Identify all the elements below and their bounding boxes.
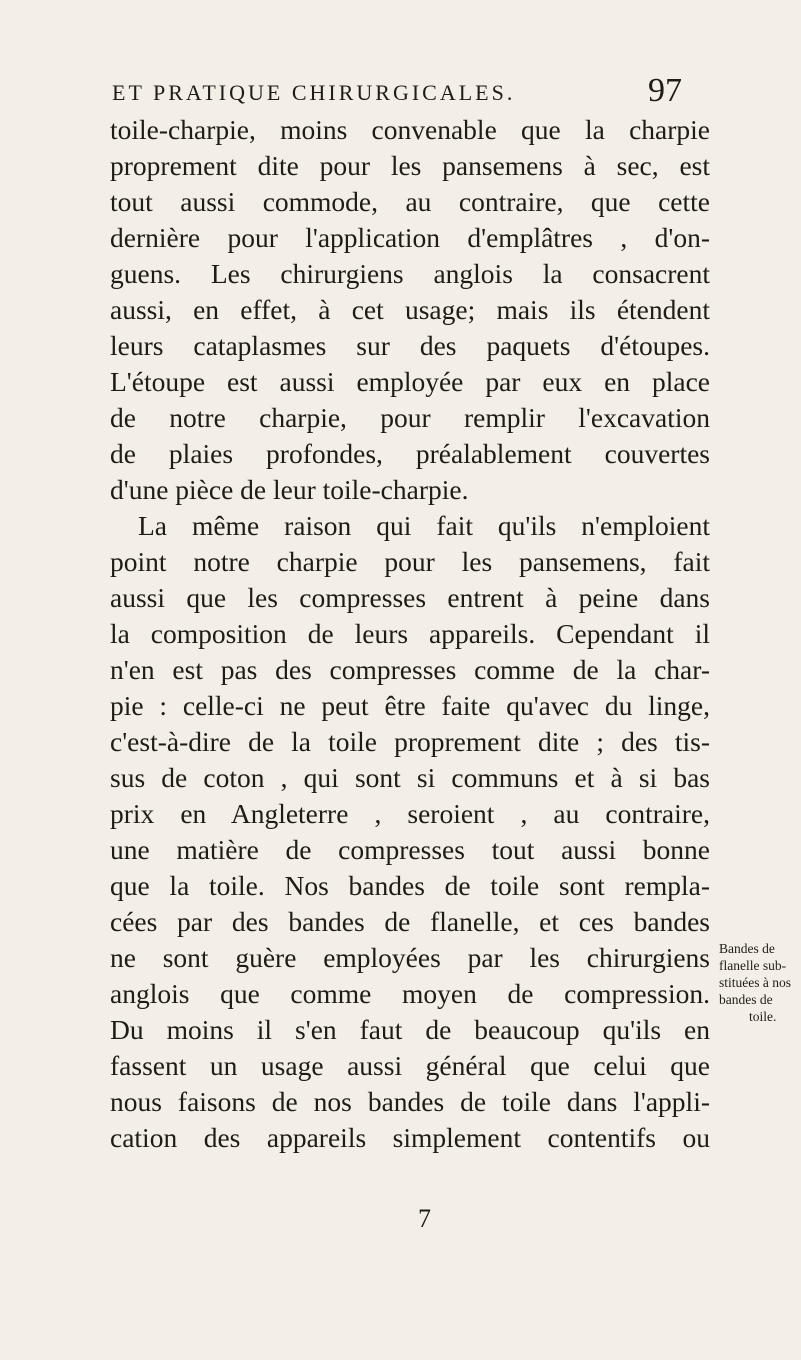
text-line: toile-charpie, moins convenable que la charpie bbox=[110, 114, 710, 145]
text-line: de notre charpie, pour remplir l'excavation bbox=[110, 402, 710, 433]
text-line: tout aussi commode, au contraire, que cette bbox=[110, 186, 710, 217]
text-line: c'est-à-dire de la toile proprement dite ; des tis- bbox=[110, 726, 710, 757]
text-line: nous faisons de nos bandes de toile dans l'appli- bbox=[110, 1086, 710, 1117]
signature-mark: 7 bbox=[418, 1204, 431, 1233]
margin-note-line: stituées à nos bbox=[719, 975, 791, 990]
running-head bbox=[112, 72, 682, 112]
text-line: leurs cataplasmes sur des paquets d'étoupes. bbox=[110, 330, 710, 361]
body-text bbox=[110, 112, 710, 1156]
margin-note bbox=[719, 940, 797, 1025]
text-line: cation des appareils simplement contentifs ou bbox=[110, 1122, 710, 1153]
text-line: aussi que les compresses entrent à peine dans bbox=[110, 582, 710, 613]
text-line: sus de coton , qui sont si communs et à si bas bbox=[110, 762, 710, 793]
text-line: cées par des bandes de flanelle, et ces bandes bbox=[110, 906, 710, 937]
text-line: proprement dite pour les pansemens à sec, est bbox=[110, 150, 710, 181]
text-line: d'une pièce de leur toile-charpie. bbox=[110, 474, 469, 505]
text-line: n'en est pas des compresses comme de la char- bbox=[110, 654, 710, 685]
text-line: dernière pour l'application d'emplâtres , d'on- bbox=[110, 222, 710, 253]
text-line: prix en Angleterre , seroient , au contraire, bbox=[110, 798, 710, 829]
page-number: 97 bbox=[648, 72, 682, 109]
margin-note-line: flanelle sub- bbox=[719, 958, 787, 973]
text-line: que la toile. Nos bandes de toile sont rempla- bbox=[110, 870, 710, 901]
text-line: point notre charpie pour les pansemens, fait bbox=[110, 546, 710, 577]
text-line: aussi, en effet, à cet usage; mais ils étendent bbox=[110, 294, 710, 325]
text-line: pie : celle-ci ne peut être faite qu'avec du linge, bbox=[110, 690, 710, 721]
text-line: guens. Les chirurgiens anglois la consacrent bbox=[110, 258, 710, 289]
text-line: la composition de leurs appareils. Cependant il bbox=[110, 618, 710, 649]
text-line: fassent un usage aussi général que celui que bbox=[110, 1050, 710, 1081]
margin-note-line: bandes de bbox=[719, 992, 773, 1007]
text-line: La même raison qui fait qu'ils n'emploient bbox=[138, 510, 710, 541]
text-line: de plaies profondes, préalablement couvertes bbox=[110, 438, 710, 469]
margin-note-line: Bandes de bbox=[719, 941, 775, 956]
text-line: L'étoupe est aussi employée par eux en place bbox=[110, 366, 710, 397]
text-line: Du moins il s'en faut de beaucoup qu'ils en bbox=[110, 1014, 710, 1045]
margin-note-line: toile. bbox=[749, 1009, 777, 1024]
text-line: anglois que comme moyen de compression. bbox=[110, 978, 710, 1009]
text-line: ne sont guère employées par les chirurgiens bbox=[110, 942, 710, 973]
running-title: ET PRATIQUE CHIRURGICALES. bbox=[112, 80, 516, 105]
text-line: une matière de compresses tout aussi bonne bbox=[110, 834, 710, 865]
